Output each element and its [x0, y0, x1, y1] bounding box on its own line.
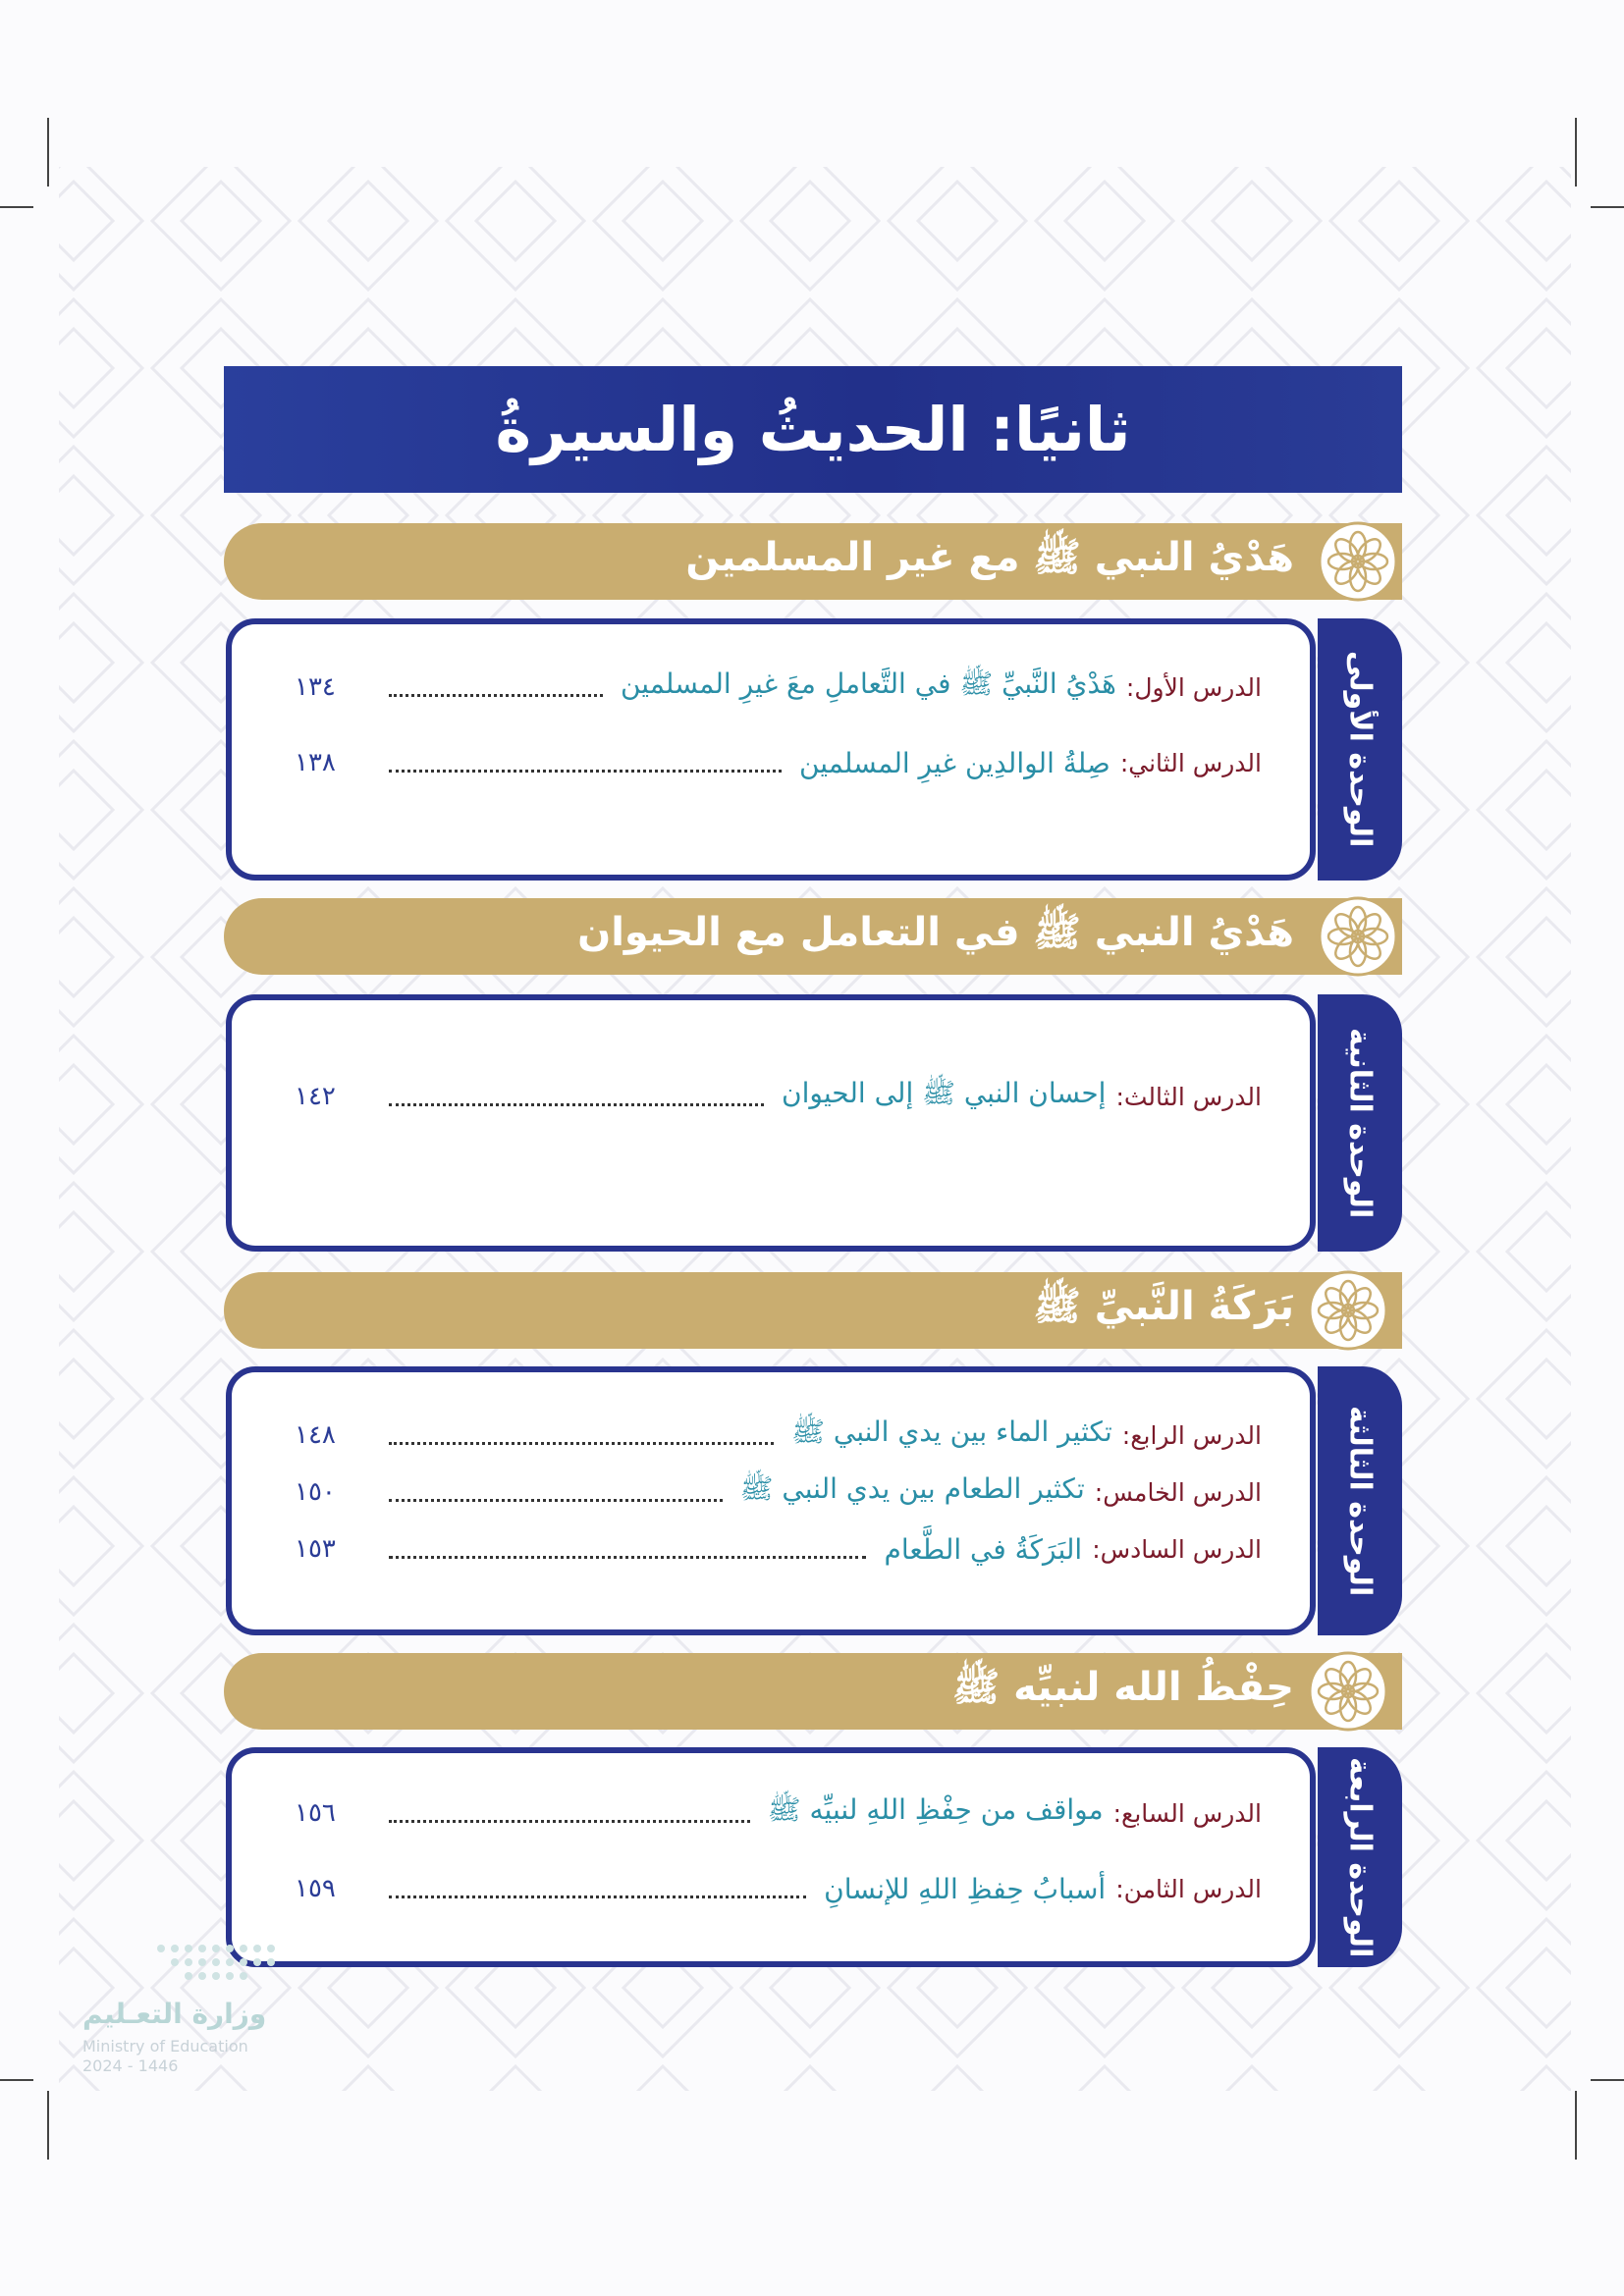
page-number: ١٤٨ [295, 1420, 336, 1450]
lesson-name: الدرس الثامن: [1115, 1874, 1262, 1903]
ministry-arabic: وزارة التعـليم [82, 1998, 267, 2030]
lesson-row[interactable] [295, 1527, 1262, 1571]
unit-2-tab-label: الوحدة الثانية [1342, 1027, 1378, 1219]
unit-3-banner [224, 1272, 1402, 1349]
leader-dots [389, 694, 603, 697]
unit-2-box [226, 994, 1316, 1252]
unit-3-tab [1318, 1366, 1402, 1635]
lesson-title: أسبابُ حِفظِ اللهِ للإنسانِ [824, 1872, 1107, 1905]
lesson-row[interactable] [295, 1867, 1262, 1910]
page-number: ١٥٦ [295, 1798, 336, 1828]
lesson-name: الدرس الخامس: [1094, 1477, 1262, 1507]
page-number: ١٥٩ [295, 1874, 336, 1903]
ministry-year: 2024 - 1446 [82, 2056, 179, 2075]
unit-4-tab [1318, 1747, 1402, 1967]
unit-1-banner-text: هَدْيُ النبي ﷺ مع غير المسلمين [685, 535, 1294, 580]
lesson-title: البَرَكَةُ في الطَّعام [884, 1532, 1083, 1566]
lesson-title: إحسان النبي ﷺ إلى الحيوان [782, 1077, 1107, 1109]
unit-2-banner-text: هَدْيُ النبي ﷺ في التعامل مع الحيوان [577, 910, 1294, 955]
lesson-row[interactable] [295, 1470, 1262, 1514]
lesson-name: الدرس الثالث: [1115, 1082, 1262, 1111]
crop-mark [1591, 2079, 1624, 2081]
page-title: ثانيًا: الحديثُ والسيرةُ [495, 394, 1131, 465]
crop-mark [1575, 2091, 1577, 2160]
page-number: ١٣٤ [295, 672, 336, 702]
flower-medallion-icon [1308, 1270, 1388, 1351]
page-number: ١٣٨ [295, 748, 336, 777]
ministry-dots-icon [151, 1939, 289, 1988]
leader-dots [389, 1820, 750, 1823]
lesson-name: الدرس السابع: [1112, 1798, 1262, 1828]
crop-mark [47, 118, 49, 187]
flower-medallion-icon [1318, 896, 1398, 977]
unit-3-banner-text: بَرَكَةُ النَّبيِّ ﷺ [1033, 1284, 1294, 1329]
lesson-row[interactable] [295, 1414, 1262, 1457]
page-number: ١٥٠ [295, 1477, 336, 1507]
leader-dots [389, 1103, 764, 1106]
unit-4-banner [224, 1653, 1402, 1730]
flower-medallion-icon [1318, 521, 1398, 602]
lesson-title: مواقف من حِفْظِ اللهِ لنبيِّه ﷺ [767, 1793, 1104, 1826]
leader-dots [389, 1442, 774, 1445]
crop-mark [1575, 118, 1577, 187]
leader-dots [389, 1499, 723, 1502]
flower-medallion-icon [1308, 1651, 1388, 1732]
unit-4-banner-text: حِفْظُ الله لنبيِّه ﷺ [951, 1665, 1294, 1710]
unit-3-tab-label: الوحدة الثالثة [1342, 1405, 1378, 1597]
lesson-name: الدرس الأول: [1125, 672, 1262, 702]
leader-dots [389, 1556, 866, 1559]
unit-4-box [226, 1747, 1316, 1967]
lesson-row[interactable] [295, 1075, 1262, 1118]
crop-mark [0, 206, 33, 208]
ministry-english: Ministry of Education [82, 2037, 248, 2056]
ministry-logo [82, 1939, 298, 2086]
lesson-title: هَدْيُ النَّبيِّ ﷺ في التَّعاملِ معَ غيرِ المسلمين [620, 667, 1116, 700]
leader-dots [389, 1896, 806, 1898]
crop-mark [47, 2091, 49, 2160]
lesson-title: تكثير الماء بين يدي النبي ﷺ [791, 1415, 1112, 1448]
crop-mark [1591, 206, 1624, 208]
lesson-name: الدرس الرابع: [1121, 1420, 1262, 1450]
lesson-row[interactable] [295, 1791, 1262, 1835]
unit-2-banner [224, 898, 1402, 975]
lesson-name: الدرس الثاني: [1119, 748, 1262, 777]
unit-1-tab-label: الوحدة الأولى [1342, 651, 1378, 848]
unit-2-tab [1318, 994, 1402, 1252]
page-number: ١٤٢ [295, 1082, 336, 1111]
page-title-bar [224, 366, 1402, 493]
unit-4-tab-label: الوحدة الرابعة [1342, 1756, 1378, 1958]
unit-1-banner [224, 523, 1402, 600]
lesson-row[interactable] [295, 741, 1262, 784]
unit-1-tab [1318, 618, 1402, 881]
lesson-row[interactable] [295, 666, 1262, 709]
leader-dots [389, 770, 782, 773]
crop-mark [0, 2079, 33, 2081]
lesson-title: تكثير الطعام بين يدي النبي ﷺ [739, 1472, 1085, 1505]
lesson-title: صِلةُ الوالدِين غيرِ المسلمين [798, 746, 1110, 779]
page-number: ١٥٣ [295, 1534, 336, 1564]
lesson-name: الدرس السادس: [1092, 1534, 1262, 1564]
